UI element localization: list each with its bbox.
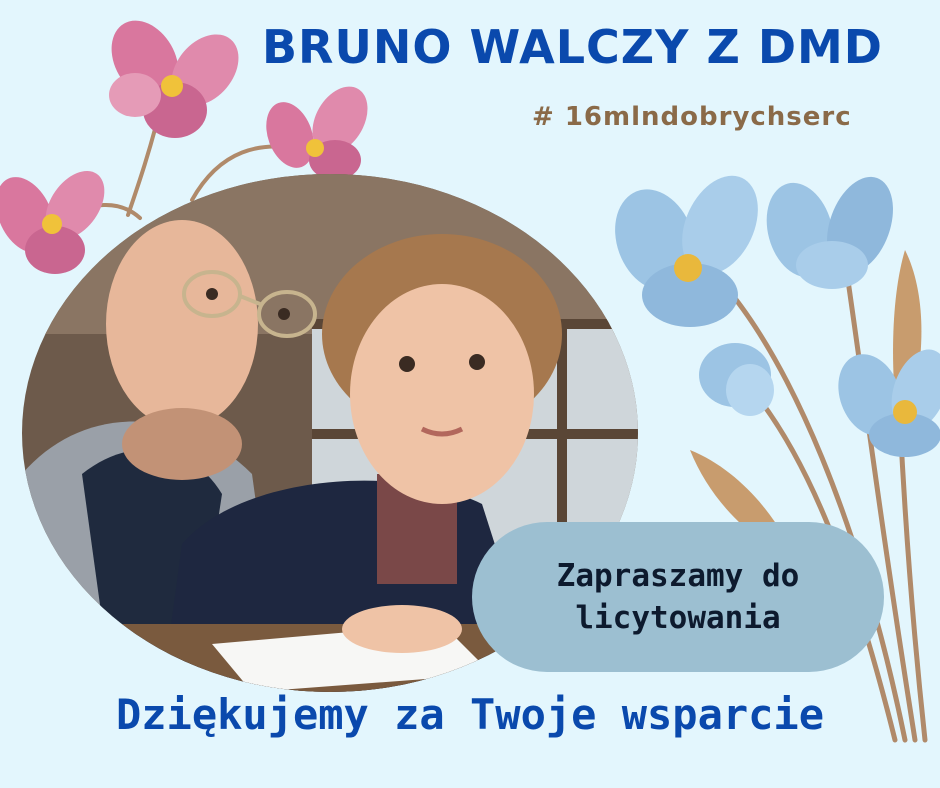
cta-line-1: Zapraszamy do (556, 558, 800, 594)
blue-flower-icon (827, 342, 940, 457)
hashtag-label: # 16mlndobrychserc (532, 102, 852, 132)
blue-flower-icon (757, 168, 906, 289)
auction-invite-badge (472, 522, 884, 672)
blue-flower-icon (602, 164, 773, 327)
cta-line-2: licytowania (575, 600, 781, 636)
page-title: BRUNO WALCZY Z DMD (262, 20, 883, 74)
thank-you-message: Dziękujemy za Twoje wsparcie (115, 690, 824, 739)
blue-flower-icon (699, 343, 774, 416)
